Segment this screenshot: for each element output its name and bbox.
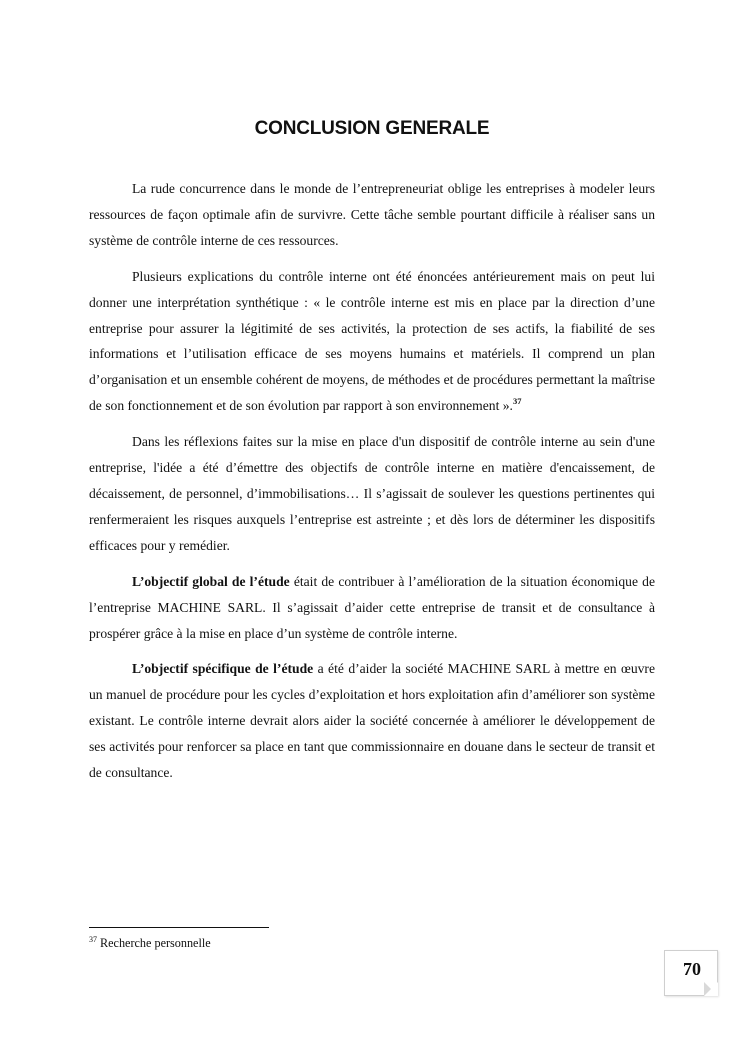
- paragraph-5-text: a été d’aider la société MACHINE SARL à mettre en œuvre un manuel de procédure pour les cycles d’exploitation et hors exploitation afin d’améliorer son système existant. Le contrôle interne devrait alors aider la société concernée à améliorer le développement de ses activités pour renforcer sa place en tant que commissionnaire en douane dans le secteur de transit et de consultance.: [89, 661, 655, 781]
- paragraph-1: [89, 176, 655, 254]
- paragraph-4: [89, 569, 655, 647]
- footnote: [89, 936, 211, 951]
- footnote-separator: [89, 927, 269, 928]
- footnote-number: 37: [89, 935, 97, 944]
- paragraph-2-text: Plusieurs explications du contrôle interne ont été énoncées antérieurement mais on peut lui donner une interprétation synthétique : « le contrôle interne est mis en place par la direction d’une entreprise pour assurer la légitimité de ses activités, la protection de ses actifs, la fiabilité de ses informations et l’utilisation efficace de ses moyens humains et matériels. Il comprend un plan d’organisation et un ensemble cohérent de moyens, de méthodes et de procédures permettant la maîtrise de son fonctionnement et de son évolution par rapport à son environnement ».: [89, 268, 655, 414]
- footnote-text: Recherche personnelle: [100, 936, 211, 950]
- page-number-box: [664, 950, 718, 996]
- paragraph-4-lead: L’objectif global de l’étude: [132, 573, 290, 589]
- page-title: CONCLUSION GENERALE: [254, 118, 490, 139]
- body-text: [89, 176, 655, 796]
- footnote-reference[interactable]: 37: [512, 396, 522, 407]
- paragraph-5: [89, 656, 655, 786]
- paragraph-4-text: était de contribuer à l’amélioration de la situation économique de l’entreprise MACHINE SARL. Il s’agissait d’aider cette entreprise de transit et de consultance à prospérer grâce à la mise en place d’un système de contrôle interne.: [89, 573, 655, 641]
- page-number: 70: [683, 959, 701, 979]
- paragraph-1-text: La rude concurrence dans le monde de l’entrepreneuriat oblige les entreprises à modeler leurs ressources de façon optimale afin de survivre. Cette tâche semble pourtant difficile à réaliser sans un système de contrôle interne de ces ressources.: [89, 181, 655, 248]
- paragraph-3: [89, 429, 655, 559]
- page-curl-cover: [704, 982, 718, 996]
- paragraph-5-lead: L’objectif spécifique de l’étude: [132, 661, 314, 677]
- paragraph-3-text: Dans les réflexions faites sur la mise en place d'un dispositif de contrôle interne au sein d'une entreprise, l'idée a été d’émettre des objectifs de contrôle interne en matière d'encaissement, de décaissement, de personnel, d’immobilisations… Il s’agissait de soulever les questions pertinentes qui renfermeraient les risques auxquels l’entreprise est astreinte ; et dès lors de déterminer les dispositifs efficaces pour y remédier.: [89, 434, 655, 553]
- paragraph-2: [89, 264, 655, 419]
